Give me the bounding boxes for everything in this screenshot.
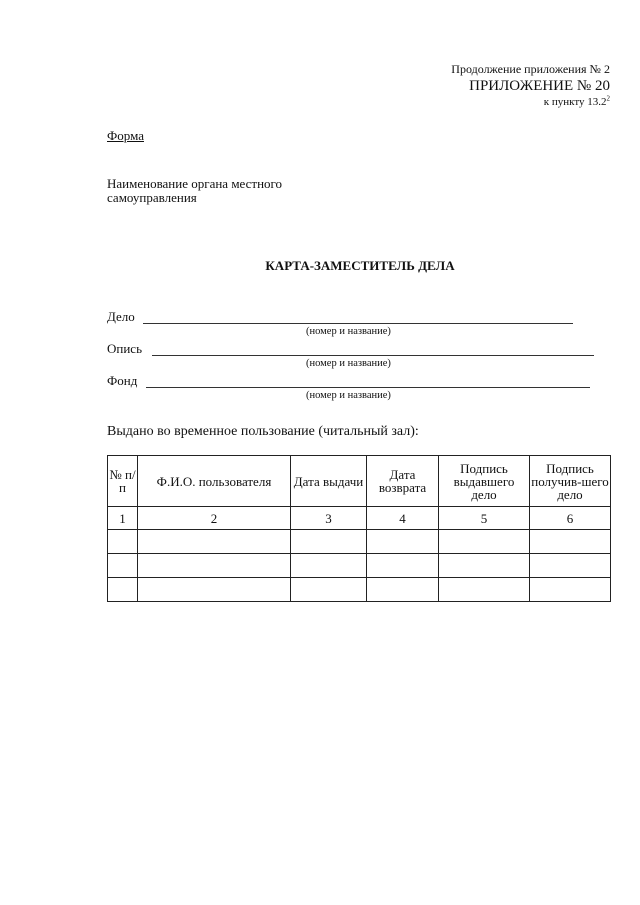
table-cell xyxy=(291,530,367,554)
column-number: 3 xyxy=(291,507,367,530)
field-opis-hint: (номер и название) xyxy=(306,358,391,369)
col-header-issuer-signature: Подпись выдавшего дело xyxy=(439,456,530,507)
table-row xyxy=(108,578,611,602)
col-header-user-name: Ф.И.О. пользователя xyxy=(138,456,291,507)
form-label: Форма xyxy=(107,128,144,143)
table-cell xyxy=(439,554,530,578)
table-header-row xyxy=(108,456,611,507)
field-opis-line xyxy=(152,355,594,356)
table-cell xyxy=(108,578,138,602)
field-delo-hint: (номер и название) xyxy=(306,326,391,337)
field-fond-label: Фонд xyxy=(107,373,138,388)
table-cell xyxy=(367,554,439,578)
table-cell xyxy=(138,578,291,602)
table-cell xyxy=(530,530,611,554)
field-fond-line xyxy=(146,387,590,388)
column-number: 1 xyxy=(108,507,138,530)
table-row xyxy=(108,530,611,554)
table-cell xyxy=(108,554,138,578)
col-header-receiver-signature: Подпись получив-шего дело xyxy=(530,456,611,507)
field-delo-label: Дело xyxy=(107,309,135,324)
table-cell xyxy=(530,554,611,578)
table-cell xyxy=(439,578,530,602)
field-opis-label: Опись xyxy=(107,341,143,356)
appendix-reference-sup: 2 xyxy=(606,94,610,103)
column-number: 5 xyxy=(439,507,530,530)
continuation-note: Продолжение приложения № 2 xyxy=(451,62,610,76)
table-row xyxy=(108,554,611,578)
appendix-number: ПРИЛОЖЕНИЕ № 20 xyxy=(469,78,610,94)
column-number: 4 xyxy=(367,507,439,530)
table-cell xyxy=(138,530,291,554)
field-fond-hint: (номер и название) xyxy=(306,390,391,401)
table-cell xyxy=(367,578,439,602)
table-cell xyxy=(108,530,138,554)
table-cell xyxy=(530,578,611,602)
table-cell xyxy=(291,554,367,578)
appendix-reference-text: к пункту 13.2 xyxy=(543,96,607,108)
appendix-reference xyxy=(544,96,610,108)
field-delo-line xyxy=(143,323,573,324)
col-header-return-date: Дата возврата xyxy=(367,456,439,507)
column-number: 6 xyxy=(530,507,611,530)
col-header-issue-date: Дата выдачи xyxy=(291,456,367,507)
issue-table xyxy=(107,455,611,602)
column-number: 2 xyxy=(138,507,291,530)
table-cell xyxy=(138,554,291,578)
document-title: КАРТА-ЗАМЕСТИТЕЛЬ ДЕЛА xyxy=(265,258,455,273)
issued-statement: Выдано во временное пользование (читальный зал): xyxy=(107,424,419,439)
table-cell xyxy=(439,530,530,554)
table-cell xyxy=(367,530,439,554)
column-number-row xyxy=(108,507,611,530)
organ-name-label: Наименование органа местного самоуправления xyxy=(107,176,283,205)
col-header-number: № п/п xyxy=(108,456,138,507)
table-cell xyxy=(291,578,367,602)
